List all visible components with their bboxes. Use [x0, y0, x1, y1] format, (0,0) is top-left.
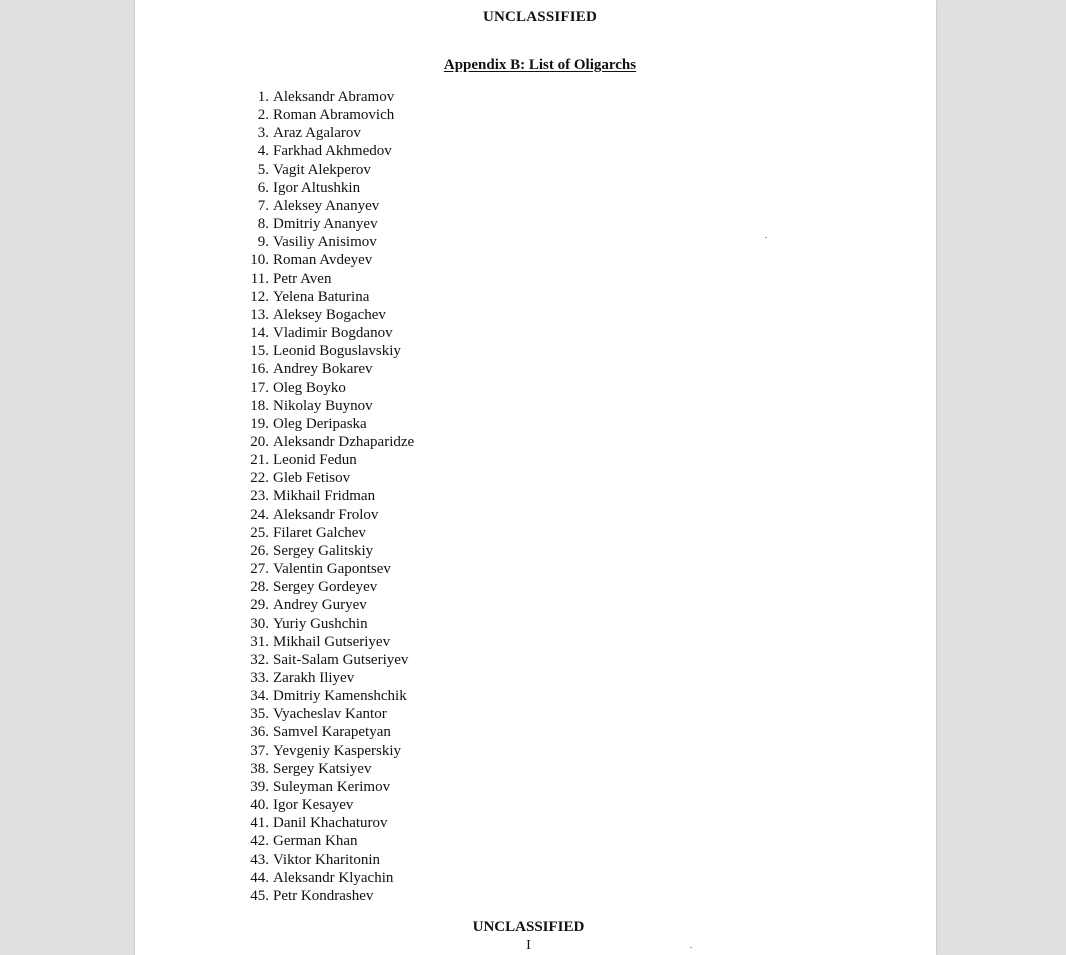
list-item	[243, 251, 414, 269]
list-item-number: 28.	[250, 579, 269, 596]
classification-footer: UNCLASSIFIED	[472, 919, 585, 935]
list-item-number: 12.	[250, 288, 269, 305]
list-item	[243, 887, 414, 905]
oligarch-list	[243, 88, 414, 905]
list-item	[243, 723, 414, 741]
list-item-number: 7.	[257, 197, 269, 214]
list-item-name: Samvel Karapetyan	[273, 724, 391, 741]
list-item	[243, 197, 414, 215]
list-item	[243, 342, 414, 360]
list-item-name: Viktor Kharitonin	[273, 851, 380, 868]
list-item-number: 29.	[250, 597, 269, 614]
list-item-number: 13.	[250, 306, 269, 323]
list-item-name: Valentin Gapontsev	[273, 561, 391, 578]
list-item-name: Vladimir Bogdanov	[273, 325, 393, 342]
list-item-number: 10.	[250, 252, 269, 269]
list-item-number: 33.	[250, 670, 269, 686]
list-item-number: 9.	[257, 234, 269, 251]
list-item-number: 40.	[250, 797, 269, 814]
list-item	[243, 596, 414, 614]
list-item	[243, 233, 414, 251]
list-item-name: Aleksandr Klyachin	[273, 869, 394, 886]
list-item-name: Vagit Alekperov	[273, 161, 371, 178]
list-item	[243, 306, 414, 324]
list-item	[243, 506, 414, 524]
list-item	[243, 832, 414, 850]
list-item-name: Vyacheslav Kantor	[273, 706, 387, 723]
appendix-title: Appendix B: List of Oligarchs	[443, 57, 637, 73]
list-item	[243, 433, 414, 451]
list-item-number: 1.	[257, 89, 269, 105]
list-item	[243, 360, 414, 378]
list-item	[243, 142, 414, 160]
list-item-name: Filaret Galchev	[273, 524, 366, 541]
list-item-number: 22.	[250, 470, 269, 487]
list-item-name: Oleg Deripaska	[273, 415, 367, 432]
list-item-name: Aleksandr Frolov	[273, 506, 379, 523]
list-item-name: Sergey Gordeyev	[273, 579, 378, 596]
list-item-name: Leonid Boguslavskiy	[273, 343, 401, 360]
list-item-name: Danil Khachaturov	[273, 815, 388, 832]
list-item	[243, 124, 414, 142]
list-item-number: 16.	[250, 361, 269, 378]
list-item-number: 17.	[250, 379, 269, 396]
list-item-number: 4.	[257, 143, 269, 160]
list-item-name: Oleg Boyko	[273, 379, 346, 396]
list-item-number: 11.	[250, 270, 269, 287]
list-item-number: 2.	[257, 107, 269, 124]
list-item-number: 24.	[250, 506, 269, 523]
list-item	[243, 560, 414, 578]
list-item-number: 18.	[250, 397, 269, 414]
list-item	[243, 778, 414, 796]
list-item	[243, 451, 414, 469]
list-item	[243, 615, 414, 633]
list-item-number: 43.	[250, 851, 269, 868]
list-item	[243, 669, 414, 687]
list-item-name: Yevgeniy Kasperskiy	[273, 742, 402, 759]
list-item-name: Aleksey Ananyev	[273, 197, 380, 214]
list-item-name: Igor Kesayev	[273, 797, 354, 814]
list-item	[243, 397, 414, 415]
list-item-number: 27.	[250, 561, 269, 578]
list-item	[243, 687, 414, 705]
list-item	[243, 796, 414, 814]
list-item-number: 25.	[250, 524, 269, 541]
list-item-number: 19.	[250, 415, 269, 432]
list-item-name: Araz Agalarov	[273, 125, 361, 142]
list-item-number: 3.	[257, 125, 269, 142]
list-item-name: Petr Kondrashev	[273, 887, 374, 904]
list-item	[243, 524, 414, 542]
list-item-number: 6.	[257, 179, 269, 196]
list-item	[243, 487, 414, 505]
document-page	[135, 0, 936, 955]
list-item-name: Zarakh Iliyev	[273, 670, 355, 686]
list-item-number: 26.	[250, 542, 269, 559]
list-item-name: German Khan	[273, 833, 358, 850]
list-item-name: Mikhail Fridman	[273, 488, 376, 505]
list-item-number: 34.	[250, 688, 269, 705]
list-item-name: Suleyman Kerimov	[273, 778, 391, 795]
scan-speck	[765, 237, 767, 238]
list-item-name: Yuriy Gushchin	[273, 615, 368, 632]
list-item	[243, 851, 414, 869]
list-item	[243, 742, 414, 760]
list-item-number: 37.	[250, 742, 269, 759]
list-item-name: Andrey Guryev	[273, 597, 367, 614]
page-number: I	[526, 938, 531, 953]
list-item-name: Roman Avdeyev	[273, 252, 373, 269]
list-item-name: Vasiliy Anisimov	[273, 234, 377, 251]
list-item-number: 31.	[250, 633, 269, 650]
list-item-name: Yelena Baturina	[273, 288, 370, 305]
list-item	[243, 88, 414, 106]
list-item-name: Dmitriy Ananyev	[273, 216, 378, 233]
list-item-name: Aleksandr Dzhaparidze	[273, 433, 415, 450]
list-item	[243, 542, 414, 560]
list-item-name: Nikolay Buynov	[273, 397, 373, 414]
list-item	[243, 161, 414, 179]
list-item-number: 38.	[250, 760, 269, 777]
list-item-number: 21.	[250, 452, 269, 469]
list-item-number: 45.	[250, 887, 269, 904]
list-item-number: 42.	[250, 833, 269, 850]
list-item	[243, 379, 414, 397]
list-item	[243, 633, 414, 651]
list-item	[243, 578, 414, 596]
list-item-number: 30.	[250, 615, 269, 632]
list-item-name: Aleksandr Abramov	[273, 89, 395, 105]
list-item	[243, 814, 414, 832]
list-item-number: 32.	[250, 651, 269, 668]
list-item-number: 44.	[250, 869, 269, 886]
list-item	[243, 869, 414, 887]
list-item	[243, 106, 414, 124]
list-item	[243, 415, 414, 433]
list-item-number: 41.	[250, 815, 269, 832]
list-item	[243, 705, 414, 723]
list-item-number: 20.	[250, 433, 269, 450]
list-item-name: Gleb Fetisov	[273, 470, 351, 487]
list-item-name: Dmitriy Kamenshchik	[273, 688, 407, 705]
list-item	[243, 651, 414, 669]
list-item-name: Igor Altushkin	[273, 179, 361, 196]
list-item-name: Sait-Salam Gutseriyev	[273, 651, 409, 668]
list-item	[243, 760, 414, 778]
list-item-name: Mikhail Gutseriyev	[273, 633, 391, 650]
list-item-number: 23.	[250, 488, 269, 505]
list-item-number: 39.	[250, 778, 269, 795]
list-item	[243, 469, 414, 487]
list-item-number: 15.	[250, 343, 269, 360]
list-item-name: Roman Abramovich	[273, 107, 395, 124]
list-item-number: 36.	[250, 724, 269, 741]
list-item-name: Sergey Katsiyev	[273, 760, 372, 777]
list-item-number: 5.	[257, 161, 269, 178]
list-item-number: 8.	[257, 216, 269, 233]
list-item-number: 14.	[250, 325, 269, 342]
list-item	[243, 324, 414, 342]
list-item	[243, 215, 414, 233]
list-item	[243, 288, 414, 306]
list-item	[243, 179, 414, 197]
list-item-name: Andrey Bokarev	[273, 361, 373, 378]
list-item-name: Sergey Galitskiy	[273, 542, 374, 559]
list-item-number: 35.	[250, 706, 269, 723]
list-item-name: Farkhad Akhmedov	[273, 143, 392, 160]
list-item-name: Aleksey Bogachev	[273, 306, 386, 323]
list-item	[243, 270, 414, 288]
list-item-name: Petr Aven	[273, 270, 332, 287]
classification-header: UNCLASSIFIED	[482, 9, 598, 25]
list-item-name: Leonid Fedun	[273, 452, 357, 469]
